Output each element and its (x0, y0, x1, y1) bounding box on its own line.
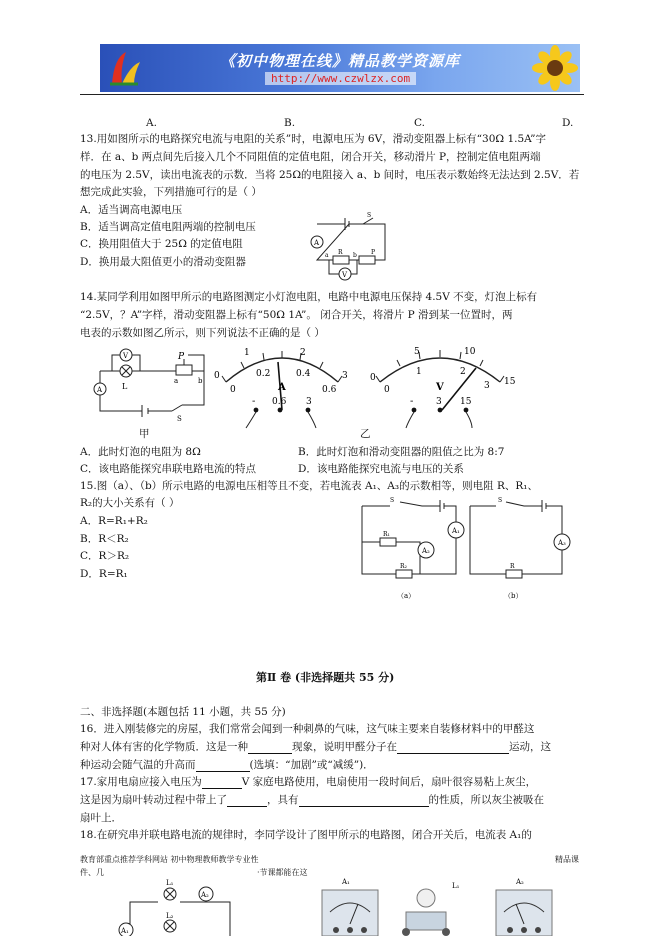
voltmeter-unit: V (436, 382, 444, 393)
ammeter-top-tick-2: 2 (300, 348, 306, 358)
q14-line-3: 电表的示数如图乙所示，则下列说法不正确的是（ ） (80, 327, 325, 339)
q13-label-v: V (342, 271, 348, 279)
q15-line-1: 15.图（a）、（b）所示电路的电源电压相等且不变，若电流表 A₁、A₃的示数相等，则电阻 R、R₁、 (80, 480, 538, 492)
q15-fig-b-caption: （b） (504, 592, 523, 600)
q13-line-1: 13.用如图所示的电路探究电流与电阻的关系”时，电源电压为 6V，滑动变阻器上标有“30Ω 1.5A”字 (80, 133, 547, 145)
q17-line-2 (80, 794, 544, 807)
q15b-label-s: S (498, 497, 503, 504)
ammeter-top-tick-0: 0 (214, 371, 220, 381)
part2-title: 第Ⅱ 卷 (非选择题共 55 分) (256, 671, 395, 684)
q17-text-c: 这是因为扇叶转动过程中带上了 (80, 794, 227, 806)
q13-label-p: P (371, 249, 376, 256)
q17-text-d: ，具有 (267, 794, 299, 806)
q16-blank-phenomenon[interactable] (248, 742, 292, 754)
q16-text-a: 种对人体有害的化学物质．这是一种 (80, 741, 248, 753)
voltmeter-top-tick-3: 15 (504, 377, 516, 387)
q18-figures (110, 876, 580, 936)
q17-line-1 (80, 776, 536, 789)
header-banner (100, 44, 580, 92)
q14-label-ammeter: A (97, 386, 103, 394)
q13-option-a: A．适当调高电源电压 (80, 204, 183, 216)
q14-option-c: C．该电路能探究串联电路电流的特点 (80, 463, 257, 475)
q13-option-d: D．换用最大阻值更小的滑动变阻器 (80, 256, 246, 268)
q14-voltmeter-dial (368, 338, 518, 430)
q13-line-4: 想完成此实验，下列措施可行的是（ ） (80, 186, 262, 198)
q13-label-r: R (338, 249, 343, 256)
footer-text-1: 教育部重点推荐学科网站 初中物理教师教学专业性 (80, 855, 259, 864)
ammeter-unit: A (278, 382, 286, 393)
ammeter-terminal-3: 3 (306, 397, 312, 407)
ammeter-bottom-tick-2: 0.4 (296, 369, 311, 379)
ammeter-terminal-minus: - (252, 396, 256, 407)
q16-text-e: (选填：“加剧”或“减缓”)． (249, 759, 374, 771)
voltmeter-bottom-tick-0: 0 (384, 385, 390, 395)
footer-text-3: ·节课都能在这 (257, 868, 308, 877)
q17-text-a: 17.家用电扇应接入电压为 (80, 776, 202, 788)
q14-label-a: a (174, 377, 179, 385)
ammeter-photo-1 (322, 890, 378, 936)
voltmeter-terminal-15: 15 (460, 397, 472, 407)
q14-label-s: S (177, 415, 182, 423)
ammeter-bottom-tick-0: 0 (230, 385, 236, 395)
q13-label-a: A (314, 239, 320, 247)
q15-line-2: R₂的大小关系有（ ） (80, 497, 180, 509)
photo-label-a1: A₁ (342, 878, 350, 886)
site-logo-icon (104, 48, 144, 88)
q14-label-b: b (198, 377, 203, 385)
q18-line-1: 18.在研究串并联电路电流的规律时，李同学设计了图甲所示的电路图，闭合开关后，电流表 A₁的 (80, 829, 532, 841)
q17-blank-property[interactable] (299, 795, 429, 807)
q14-line-1: 14.某同学利用如图甲所示的电路图测定小灯泡电阻，电路中电源电压保持 4.5V 不变，灯泡上标有 (80, 291, 538, 303)
q15-label-r: R (510, 563, 515, 570)
photo-label-l1: L₁ (452, 882, 460, 890)
q13-line-3: 的电压为 2.5V，读出电流表的示数．当将 25Ω的电阻接入 a、b 间时，电压表示数始终无法达到 2.5V．若 (80, 169, 580, 181)
q17-text-e: 的性质，所以灰尘被吸在 (428, 794, 544, 806)
q14-option-a: A．此时灯泡的电阻为 8Ω (80, 446, 201, 458)
q15-label-a2: A₂ (422, 547, 430, 555)
ammeter-top-tick-1: 1 (244, 348, 250, 358)
voltmeter-top-tick-1: 5 (414, 347, 420, 357)
prev-option-b: B. (284, 117, 296, 129)
ammeter-terminal-06: 0.6 (272, 397, 287, 407)
voltmeter-terminal-3: 3 (436, 397, 442, 407)
q13-label-s: S (367, 212, 372, 219)
q14-fig-jia-caption: 甲 (139, 428, 150, 440)
q17-line-3: 扇叶上． (80, 812, 122, 824)
bulb-holder-photo (402, 889, 450, 936)
q14-label-p: P (178, 352, 185, 362)
q14-option-d: D．该电路能探究电流与电压的关系 (298, 463, 464, 475)
q15-label-a3: A₃ (558, 539, 566, 547)
header-rule (80, 94, 584, 95)
q15-label-r2: R₂ (400, 563, 407, 570)
q15-label-a1: A₁ (452, 527, 460, 535)
q18-label-a1: A₁ (121, 927, 129, 935)
q15-circuit-diagrams (352, 494, 582, 604)
voltmeter-terminal-minus: - (410, 396, 414, 407)
q15-label-r1: R₁ (383, 531, 390, 538)
q13-option-b: B．适当调高定值电阻两端的控制电压 (80, 221, 256, 233)
q15-option-c: C．R＞R₂ (80, 550, 130, 562)
q14-ammeter-dial (212, 338, 352, 430)
q16-text-d: 种运动会随气温的升高而 (80, 759, 196, 771)
q16-line-1: 16．进入刚装修完的房屋，我们常常会闻到一种刺鼻的气味，这气味主要来自装修材料中的甲醛这 (80, 723, 535, 735)
footer-text-right: 精品课 (555, 855, 579, 864)
q14-fig-yi-caption: 乙 (360, 428, 371, 440)
q15a-label-s: S (390, 497, 395, 504)
q16-line-3 (80, 759, 374, 772)
ammeter-top-tick-3: 3 (342, 371, 348, 381)
q15-option-d: D．R=R₁ (80, 568, 128, 580)
q16-line-2 (80, 741, 551, 754)
voltmeter-bottom-tick-1: 1 (416, 367, 422, 377)
q14-option-b: B．此时灯泡和滑动变阻器的阻值之比为 8:7 (298, 446, 505, 458)
footer-text-2: 件、几 (80, 868, 104, 877)
q15-fig-a-caption: （a） (397, 592, 416, 600)
prev-option-c: C. (414, 117, 425, 129)
q18-label-l2: L₂ (166, 912, 174, 920)
q13-line-2: 样．在 a、b 两点间先后接入几个不同阻值的定值电阻，闭合开关，移动滑片 P，控制定值电阻两端 (80, 151, 541, 163)
q14-circuit-jia (92, 343, 212, 425)
q13-circuit-diagram (305, 208, 395, 284)
voltmeter-top-tick-2: 10 (464, 347, 476, 357)
banner-title: 《初中物理在线》精品教学资源库 (220, 52, 461, 70)
ammeter-bottom-tick-3: 0.6 (322, 385, 337, 395)
q13-label-a-point: a (325, 252, 329, 259)
voltmeter-bottom-tick-2: 2 (460, 367, 466, 377)
voltmeter-top-tick-0: 0 (370, 373, 376, 383)
ammeter-bottom-tick-1: 0.2 (256, 369, 271, 379)
q14-label-l: L (122, 382, 128, 391)
q16-text-b: 现象，说明甲醛分子在 (292, 741, 397, 753)
part2-section-heading: 二、非选择题(本题包括 11 小题，共 55 分) (80, 706, 286, 718)
q13-label-b-point: b (353, 252, 357, 259)
q15-option-b: B．R＜R₂ (80, 533, 129, 545)
q16-text-c: 运动，这 (509, 741, 551, 753)
q13-option-c: C．换用阻值大于 25Ω 的定值电阻 (80, 238, 243, 250)
q14-line-2: “2.5V，？A”字样，滑动变阻器上标有“50Ω 1A”。 闭合开关，将滑片 P 滑到某一位置时，两 (80, 309, 513, 321)
q18-label-a2: A₂ (201, 891, 209, 899)
q17-text-b: V 家庭电路使用，电扇使用一段时间后，扇叶很容易粘上灰尘， (241, 776, 537, 788)
q16-blank-motion[interactable] (397, 742, 509, 754)
sunflower-icon (530, 44, 580, 92)
q14-label-v: V (123, 352, 129, 360)
q17-blank-voltage[interactable] (202, 777, 242, 789)
q16-blank-temperature[interactable] (196, 760, 250, 772)
voltmeter-bottom-tick-3: 3 (484, 381, 490, 391)
q18-label-l1: L₁ (166, 879, 174, 887)
banner-url[interactable]: http://www.czwlzx.com (265, 72, 416, 85)
q17-blank-charge[interactable] (227, 795, 267, 807)
photo-label-a2: A₂ (516, 878, 524, 886)
prev-option-a: A. (146, 117, 157, 129)
prev-option-d: D. (562, 117, 574, 129)
ammeter-photo-2 (496, 890, 552, 936)
q15-option-a: A．R=R₁+R₂ (80, 515, 148, 527)
